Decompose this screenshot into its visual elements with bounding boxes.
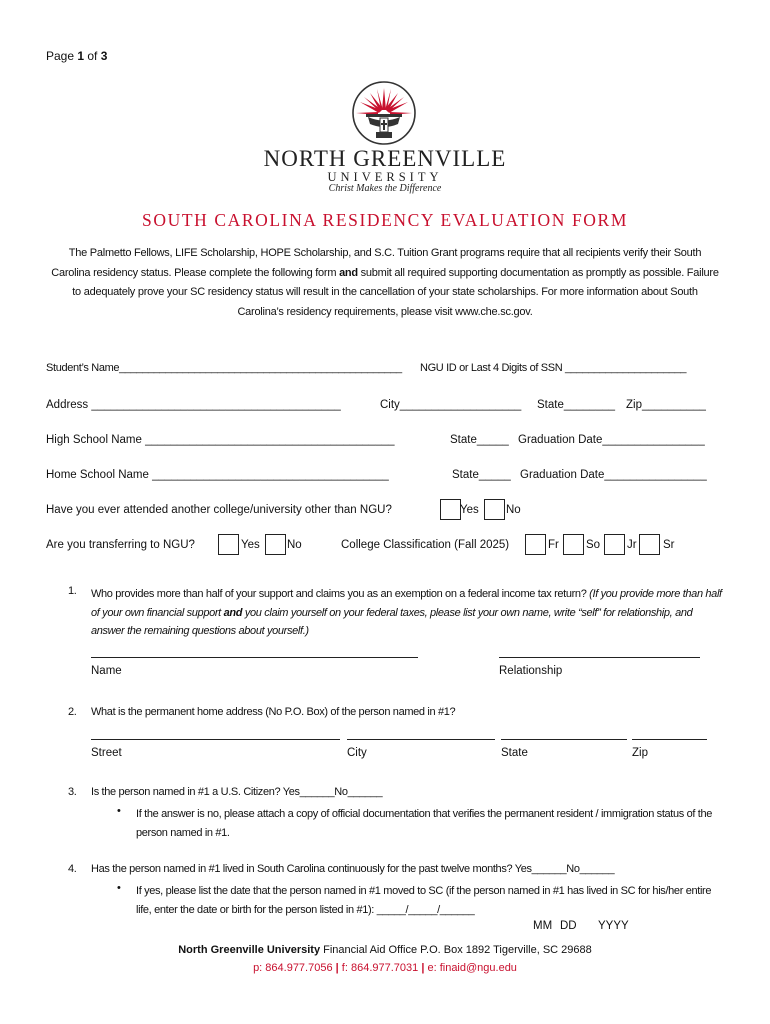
q4-yyyy-label: YYYY xyxy=(598,920,629,932)
transferring-yes-label: Yes xyxy=(241,539,260,551)
q2-state-label: State xyxy=(501,747,528,759)
city-field[interactable]: City___________________ xyxy=(380,399,522,411)
q3-bullet-icon: • xyxy=(117,805,121,817)
q4-mm-label: MM xyxy=(533,920,553,932)
classification-sr-label: Sr xyxy=(663,539,675,551)
intro-paragraph: The Palmetto Fellows, LIFE Scholarship, HOPE Scholarship, and S.C. Tuition Grant programs require that all recipients verify their South Carolina residency status. Please complete the following form and submit all required supporting documentation as promptly as possible. Failure to adequately prove your SC residency status will result in the cancellation of your state scholarships. For more information about South Carolina’s residency requirements, please visit www.che.sc.gov. xyxy=(51,247,719,318)
classification-so-checkbox[interactable] xyxy=(563,534,584,555)
attended-yes-label: Yes xyxy=(460,504,479,516)
q2-number: 2. xyxy=(68,706,77,718)
high-school-name-field[interactable]: High School Name _______________________________________ xyxy=(46,434,395,446)
q1-text: Who provides more than half of your support and claims you as an exemption on a federal income tax return? (If you provide more than half of your own financial support and you claim yourself on your federal taxes, please list your own name, write “self” for relationship, and answer the remaining questions about yourself.) xyxy=(91,588,722,637)
attended-question: Have you ever attended another college/university other than NGU? xyxy=(46,504,392,516)
classification-fr-checkbox[interactable] xyxy=(525,534,546,555)
transferring-question: Are you transferring to NGU? xyxy=(46,539,195,551)
university-logo-icon xyxy=(350,80,418,152)
q4-text[interactable]: Has the person named in #1 lived in South Carolina continuously for the past twelve months? Yes______No______ xyxy=(91,863,615,875)
ngu-id-field[interactable]: NGU ID or Last 4 Digits of SSN _____________________ xyxy=(420,362,687,374)
q1-number: 1. xyxy=(68,585,77,597)
high-school-graduation-field[interactable]: Graduation Date________________ xyxy=(518,434,705,446)
zip-field[interactable]: Zip__________ xyxy=(626,399,706,411)
footer-address: North Greenville University Financial Aid Office P.O. Box 1892 Tigerville, SC 29688 xyxy=(178,944,592,956)
q1-relationship-line[interactable] xyxy=(499,657,700,658)
q2-city-label: City xyxy=(347,747,367,759)
home-school-graduation-field[interactable]: Graduation Date________________ xyxy=(520,469,707,481)
q2-street-line[interactable] xyxy=(91,739,340,740)
q2-state-line[interactable] xyxy=(501,739,627,740)
page-number: Page 1 of 3 xyxy=(46,49,108,63)
home-school-state-field[interactable]: State_____ xyxy=(452,469,511,481)
q3-bullet-text: If the answer is no, please attach a copy of official documentation that verifies the permanent resident / immigration status of the person named in #1. xyxy=(136,808,713,839)
classification-label: College Classification (Fall 2025) xyxy=(341,539,510,551)
q2-text: What is the permanent home address (No P.O. Box) of the person named in #1? xyxy=(91,706,456,718)
university-subtitle: UNIVERSITY xyxy=(327,170,443,184)
attended-yes-checkbox[interactable] xyxy=(440,499,461,520)
q3-text[interactable]: Is the person named in #1 a U.S. Citizen? Yes______No______ xyxy=(91,786,383,798)
q1-relationship-label: Relationship xyxy=(499,665,563,677)
classification-so-label: So xyxy=(586,539,601,551)
classification-jr-checkbox[interactable] xyxy=(604,534,625,555)
address-field[interactable]: Address _______________________________________ xyxy=(46,399,341,411)
q4-number: 4. xyxy=(68,863,77,875)
q2-city-line[interactable] xyxy=(347,739,495,740)
transferring-no-checkbox[interactable] xyxy=(265,534,286,555)
transferring-no-label: No xyxy=(287,539,302,551)
home-school-name-field[interactable]: Home School Name _____________________________________ xyxy=(46,469,389,481)
q1-name-label: Name xyxy=(91,665,122,677)
q4-bullet-text[interactable]: If yes, please list the date that the person named in #1 moved to SC (if the person named in #1 has lived in SC for his/her entire life, enter the date or birth for the person listed in #1): _____/_____/______ xyxy=(136,885,712,916)
classification-sr-checkbox[interactable] xyxy=(639,534,660,555)
transferring-yes-checkbox[interactable] xyxy=(218,534,239,555)
state-field[interactable]: State________ xyxy=(537,399,616,411)
q2-zip-label: Zip xyxy=(632,747,648,759)
q2-street-label: Street xyxy=(91,747,122,759)
footer-contacts: p: 864.977.7056 | f: 864.977.7031 | e: finaid@ngu.edu xyxy=(253,962,517,974)
q4-dd-label: DD xyxy=(560,920,577,932)
form-title: SOUTH CAROLINA RESIDENCY EVALUATION FORM xyxy=(142,210,628,230)
q3-number: 3. xyxy=(68,786,77,798)
q2-zip-line[interactable] xyxy=(632,739,707,740)
university-name: NORTH GREENVILLE xyxy=(263,146,507,171)
student-name-field[interactable]: Student’s Name_________________________________________________ xyxy=(46,362,402,374)
q4-bullet-icon: • xyxy=(117,882,121,894)
university-motto: Christ Makes the Difference xyxy=(328,183,442,194)
classification-fr-label: Fr xyxy=(548,539,559,551)
q1-name-line[interactable] xyxy=(91,657,418,658)
high-school-state-field[interactable]: State_____ xyxy=(450,434,509,446)
attended-no-checkbox[interactable] xyxy=(484,499,505,520)
attended-no-label: No xyxy=(506,504,521,516)
classification-jr-label: Jr xyxy=(627,539,637,551)
